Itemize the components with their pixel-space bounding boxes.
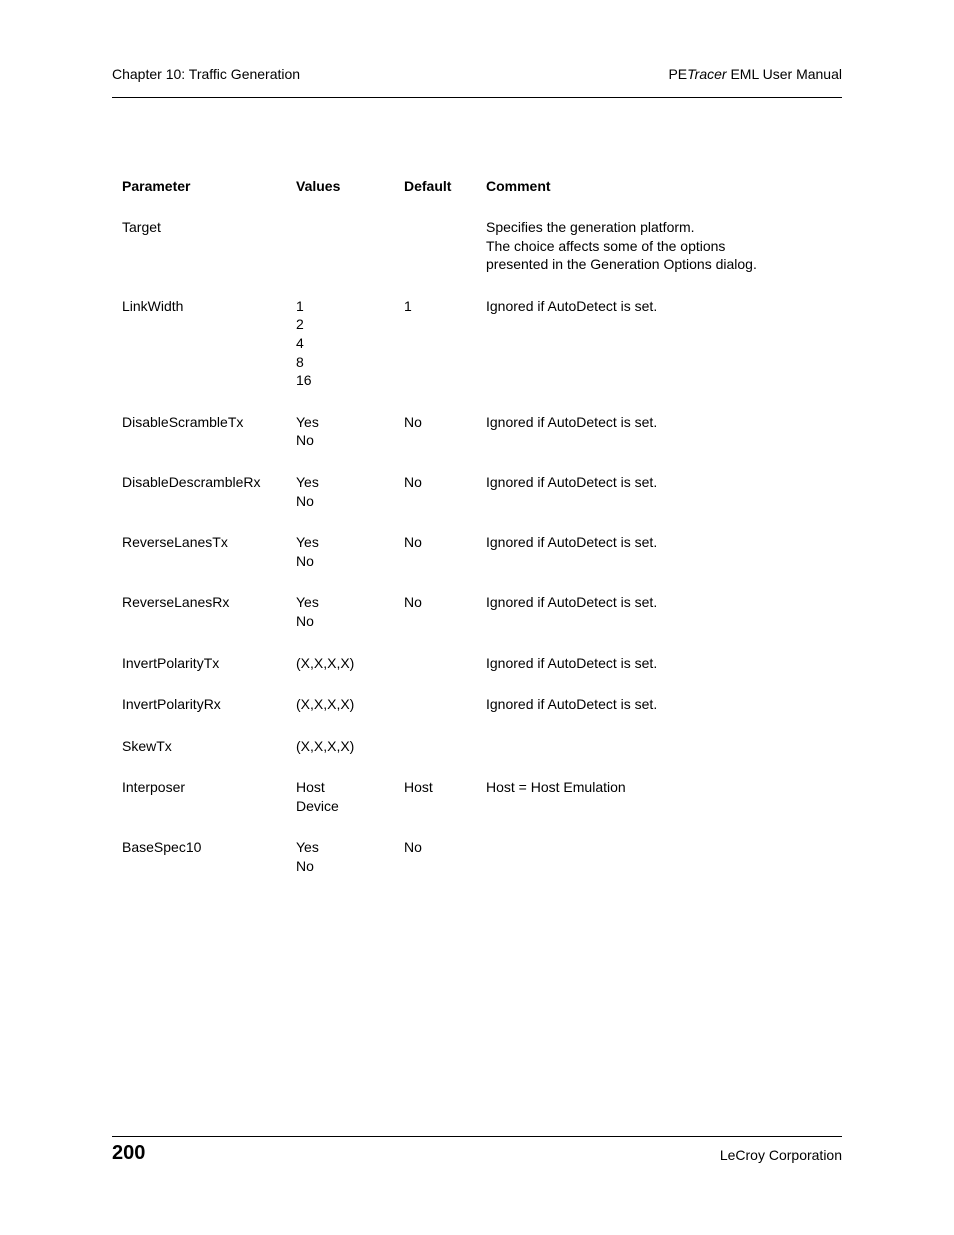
row-default: No [404,839,422,856]
row-comment-line: The choice affects some of the options [486,237,726,254]
row-comment [486,654,822,673]
row-value-item: Host [296,779,325,796]
row-value-item: Yes [296,839,319,856]
row-value-item: (X,X,X,X) [296,737,355,754]
company-name: LeCroy Corporation [719,1147,842,1163]
row-comment-line: Host = Host Emulation [486,779,626,796]
row-parameter: ReverseLanesTx [122,534,228,551]
table-row [122,778,822,815]
row-values [296,778,404,815]
row-value-item: Device [296,797,339,814]
row-comment-line: Ignored if AutoDetect is set. [486,413,658,430]
row-comment [486,533,822,552]
table-row [122,413,822,450]
manual-title-prefix: PE [668,66,688,82]
table-row [122,695,822,714]
manual-title-italic: Tracer [687,66,727,82]
row-value-item: Yes [296,594,319,611]
row-parameter: ReverseLanesRx [122,594,230,611]
row-value-item: Yes [296,473,319,490]
row-value-item: No [296,552,314,569]
row-value-item: No [296,432,314,449]
row-comment-line: Ignored if AutoDetect is set. [486,297,658,314]
row-comment [486,297,822,316]
row-default: Host [404,779,433,796]
row-parameter: LinkWidth [122,297,184,314]
row-comment-line: Ignored if AutoDetect is set. [486,594,658,611]
row-values [296,473,404,510]
row-default: 1 [404,297,412,314]
row-value-item: Yes [296,534,319,551]
table-row [122,473,822,510]
row-value-item: Yes [296,413,319,430]
row-parameter: InvertPolarityTx [122,654,220,671]
row-value-item: 1 [296,297,304,314]
header-parameter: Parameter [122,178,191,194]
row-default: No [404,473,422,490]
row-comment-line: Ignored if AutoDetect is set. [486,473,658,490]
row-parameter: DisableDescrambleRx [122,473,261,490]
row-parameter: DisableScrambleTx [122,413,244,430]
header-comment: Comment [486,178,551,194]
row-values [296,593,404,630]
row-default: No [404,413,422,430]
row-comment-line: Ignored if AutoDetect is set. [486,696,658,713]
row-parameter: InvertPolarityRx [122,696,221,713]
row-value-item: No [296,492,314,509]
row-values [296,838,404,875]
row-value-item: 4 [296,334,304,351]
row-comment [486,778,822,797]
manual-title-suffix: EML User Manual [726,66,842,82]
row-default: No [404,534,422,551]
table-body [122,218,822,876]
row-value-item: (X,X,X,X) [296,654,355,671]
table-row [122,737,822,756]
row-values [296,695,404,714]
row-comment [486,695,822,714]
row-comment [486,218,822,274]
page-header [112,64,842,84]
header-values: Values [296,178,341,194]
table-row [122,593,822,630]
chapter-title: Chapter 10: Traffic Generation [112,66,301,82]
manual-title [668,66,842,82]
row-parameter: BaseSpec10 [122,839,202,856]
row-values [296,737,404,756]
row-parameter: Interposer [122,779,186,796]
table-header-row [122,176,822,196]
row-value-item: 8 [296,353,304,370]
table-row [122,654,822,673]
page-number: 200 [112,1142,146,1164]
row-parameter: Target [122,219,161,235]
row-comment [486,593,822,612]
row-parameter: SkewTx [122,737,172,754]
table-row [122,838,822,875]
row-values [296,654,404,673]
row-value-item: (X,X,X,X) [296,696,355,713]
row-comment-line: Specifies the generation platform. [486,219,695,235]
table-row [122,533,822,570]
row-comment-line: Ignored if AutoDetect is set. [486,654,658,671]
row-comment-line: Ignored if AutoDetect is set. [486,534,658,551]
table-row [122,218,822,274]
row-default: No [404,594,422,611]
row-values [296,297,404,390]
row-comment [486,413,822,432]
parameter-table [122,176,822,899]
footer-divider [112,1136,842,1137]
header-divider [112,97,842,98]
table-row [122,297,822,390]
row-comment [486,473,822,492]
header-default: Default [404,178,452,194]
row-values [296,533,404,570]
row-value-item: No [296,858,314,875]
row-value-item: No [296,612,314,629]
row-value-item: 2 [296,316,304,333]
row-comment-line: presented in the Generation Options dialog. [486,256,757,273]
row-value-item: 16 [296,372,312,389]
row-values [296,413,404,450]
